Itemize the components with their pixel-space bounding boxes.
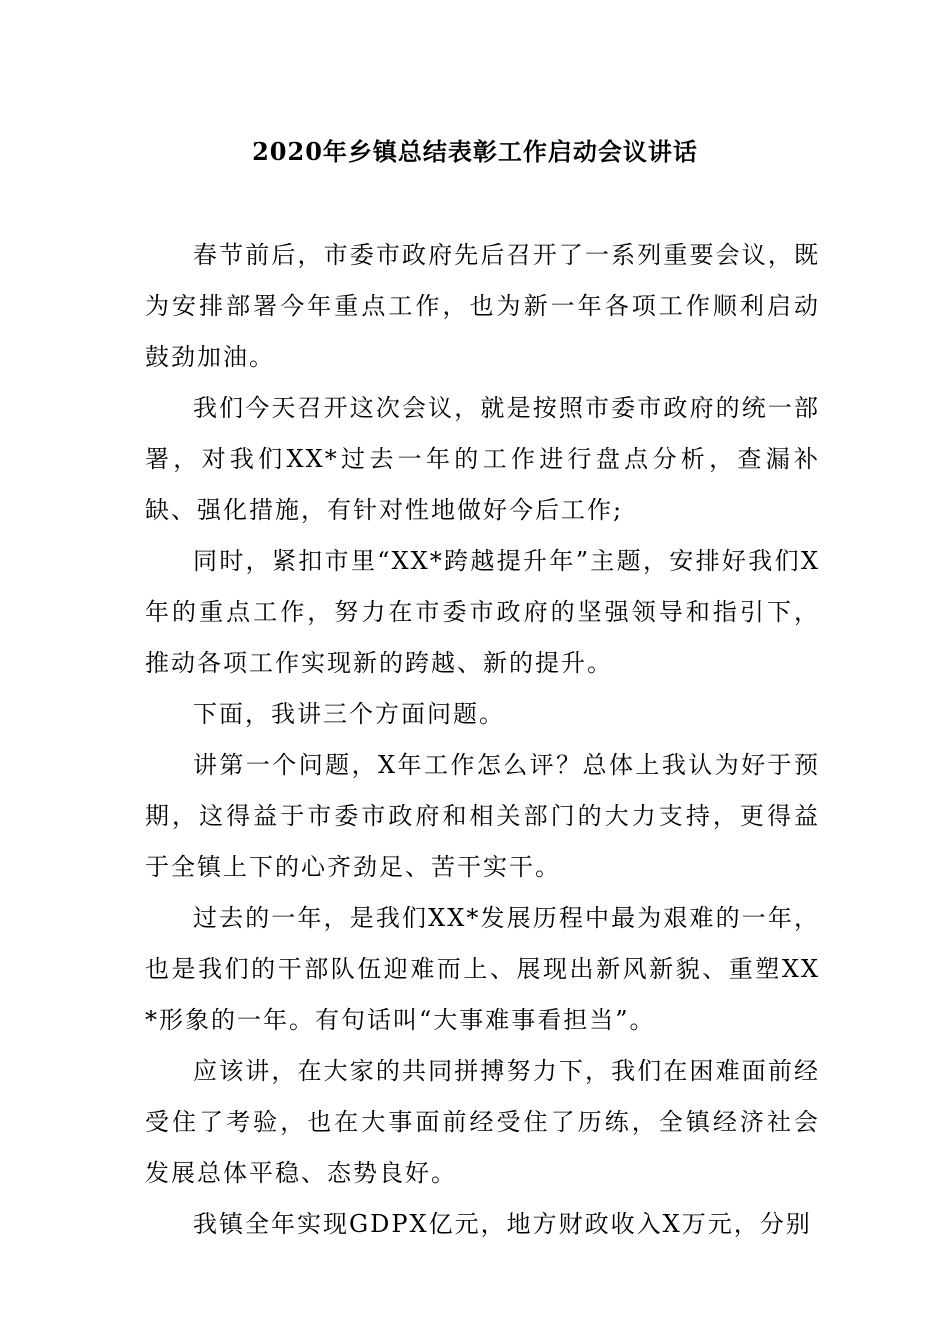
paragraph-8: 我镇全年实现GDPX亿元，地方财政收入X万元，分别 bbox=[193, 1210, 812, 1238]
document-title: 2020年乡镇总结表彰工作启动会议讲话 bbox=[252, 137, 698, 166]
document-body bbox=[145, 230, 820, 1250]
paragraph-2: 我们今天召开这次会议，就是按照市委市政府的统一部署，对我们XX*过去一年的工作进行盘点分析，查漏补缺、强化措施，有针对性地做好今后工作; bbox=[145, 394, 820, 524]
paragraph-7: 应该讲，在大家的共同拼搏努力下，我们在困难面前经受住了考验，也在大事面前经受住了历练，全镇经济社会发展总体平稳、态势良好。 bbox=[145, 1057, 820, 1187]
paragraph-1: 春节前后，市委市政府先后召开了一系列重要会议，既为安排部署今年重点工作，也为新一年各项工作顺利启动鼓劲加油。 bbox=[145, 241, 820, 371]
paragraph-6: 过去的一年，是我们XX*发展历程中最为艰难的一年，也是我们的干部队伍迎难而上、展现出新风新貌、重塑XX*形象的一年。有句话叫“大事难事看担当”。 bbox=[145, 904, 820, 1034]
paragraph-4: 下面，我讲三个方面问题。 bbox=[193, 700, 505, 728]
paragraph-3: 同时，紧扣市里“XX*跨越提升年”主题，安排好我们X年的重点工作，努力在市委市政府的坚强领导和指引下，推动各项工作实现新的跨越、新的提升。 bbox=[145, 547, 820, 677]
paragraph-5: 讲第一个问题，X年工作怎么评？总体上我认为好于预期，这得益于市委市政府和相关部门的大力支持，更得益于全镇上下的心齐劲足、苦干实干。 bbox=[145, 751, 820, 881]
